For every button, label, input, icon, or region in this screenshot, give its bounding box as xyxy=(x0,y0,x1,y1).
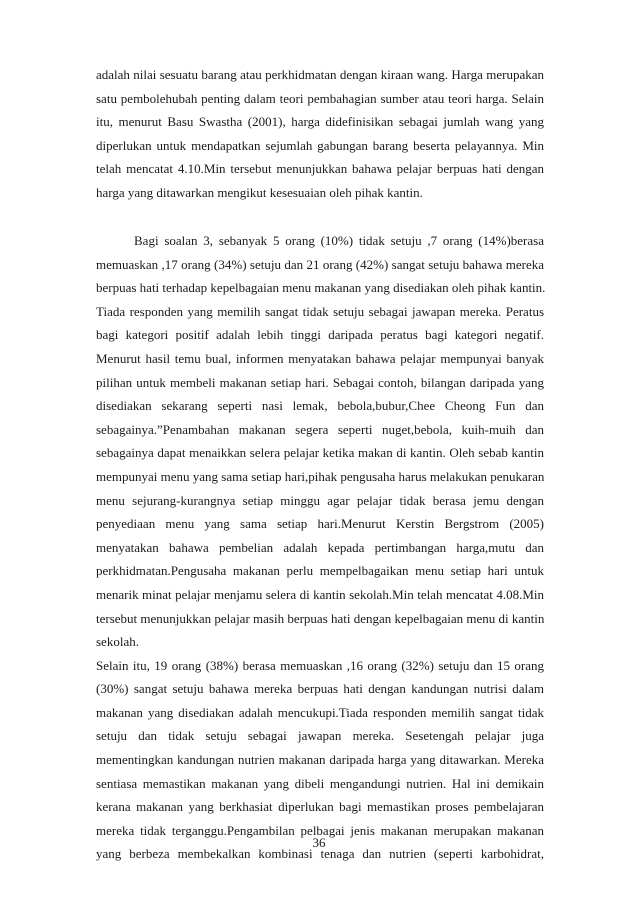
text-line: menarik minat pelajar menjamu selera di kantin sekolah.Min telah mencatat 4.08.Min xyxy=(96,586,544,602)
text-line: memuaskan ,17 orang (34%) setuju dan 21 orang (42%) sangat setuju bahawa mereka xyxy=(96,256,544,272)
text-line: satu pembolehubah penting dalam teori pembahagian sumber atau teori harga. Selain xyxy=(96,90,544,106)
text-line: sebagainya dapat menaikkan selera pelajar ketika makan di kantin. Oleh sebab kantin xyxy=(96,445,544,461)
text-line: mempunyai menu yang sama setiap hari,pihak pengusaha harus melakukan penukaran xyxy=(96,468,545,484)
text-line: makanan yang disediakan adalah mencukupi.Tiada responden memilih sangat tidak xyxy=(96,704,544,720)
text-line: disediakan sekarang seperti nasi lemak, bebola,bubur,Chee Cheong Fun dan xyxy=(96,398,544,414)
paragraphs-menu-and-nutrition xyxy=(96,229,544,866)
text-line: yang berbeza membekalkan kombinasi tenaga dan nutrien (seperti karbohidrat, xyxy=(96,846,544,862)
text-line: Selain itu, 19 orang (38%) berasa memuaskan ,16 orang (32%) setuju dan 15 orang xyxy=(96,657,544,673)
page-number: 36 xyxy=(312,835,326,850)
text-line: menyatakan bahawa pembelian adalah kepada pertimbangan harga,mutu dan xyxy=(96,539,544,555)
text-line: itu, menurut Basu Swastha (2001), harga didefinisikan sebagai jumlah wang yang xyxy=(96,114,544,130)
text-line: diperlukan untuk mendapatkan sejumlah gabungan barang beserta pelayannya. Min xyxy=(96,137,544,153)
text-line: pilihan untuk membeli makanan setiap hari. Sebagai contoh, bilangan daripada yang xyxy=(96,374,544,390)
text-line: telah mencatat 4.10.Min tersebut menunjukkan bahawa pelajar berpuas hati dengan xyxy=(96,161,544,177)
text-line: perkhidmatan.Pengusaha makanan perlu mempelbagaikan menu setiap hari untuk xyxy=(96,563,544,579)
text-line: bagi kategori positif adalah lebih tinggi daripada peratus bagi kategori negatif. xyxy=(96,327,544,343)
paragraph-price-satisfaction xyxy=(96,63,544,205)
text-line: mereka tidak terganggu.Pengambilan pelbagai jenis makanan merupakan makanan xyxy=(96,822,544,838)
text-line: Menurut hasil temu bual, informen menyatakan bahawa pelajar mempunyai banyak xyxy=(96,350,544,366)
text-line: adalah nilai sesuatu barang atau perkhidmatan dengan kiraan wang. Harga merupakan xyxy=(96,67,544,82)
text-line: (30%) sangat setuju bahawa mereka berpuas hati dengan kandungan nutrisi dalam xyxy=(96,681,544,697)
text-line: penyediaan menu yang sama setiap hari.Menurut Kerstin Bergstrom (2005) xyxy=(96,516,544,532)
text-line: setuju dan tidak setuju sebagai jawapan mereka. Sesetengah pelajar juga xyxy=(96,728,544,744)
text-line: Bagi soalan 3, sebanyak 5 orang (10%) tidak setuju ,7 orang (14%)berasa xyxy=(134,233,544,248)
text-line: mementingkan kandungan nutrien makanan daripada harga yang ditawarkan. Mereka xyxy=(96,752,544,768)
paragraph-menu-variety xyxy=(96,229,544,654)
text-line: sentiasa memastikan makanan yang dibeli mengandungi nutrien. Hal ini demikain xyxy=(96,775,544,791)
text-line: tersebut menunjukkan pelajar masih berpuas hati dengan kepelbagaian menu di kantin xyxy=(96,610,545,626)
text-line: harga yang ditawarkan mengikut kesesuaian oleh pihak kantin. xyxy=(96,184,423,200)
text-line: sekolah. xyxy=(96,634,139,650)
text-line: menu sejurang-kurangnya setiap minggu agar pelajar tidak berasa jemu dengan xyxy=(96,492,544,508)
text-line: berpuas hati terhadap kepelbagaian menu makanan yang disediakan oleh pihak kantin. xyxy=(96,280,546,296)
text-line: kerana makanan yang berkhasiat diperlukan bagi memastikan proses pembelajaran xyxy=(96,799,544,815)
text-line: Tiada responden yang memilih sangat tidak setuju sebagai jawapan mereka. Peratus xyxy=(96,303,544,319)
text-line: sebagainya.”Penambahan makanan segera seperti nuget,bebola, kuih-muih dan xyxy=(96,421,544,437)
